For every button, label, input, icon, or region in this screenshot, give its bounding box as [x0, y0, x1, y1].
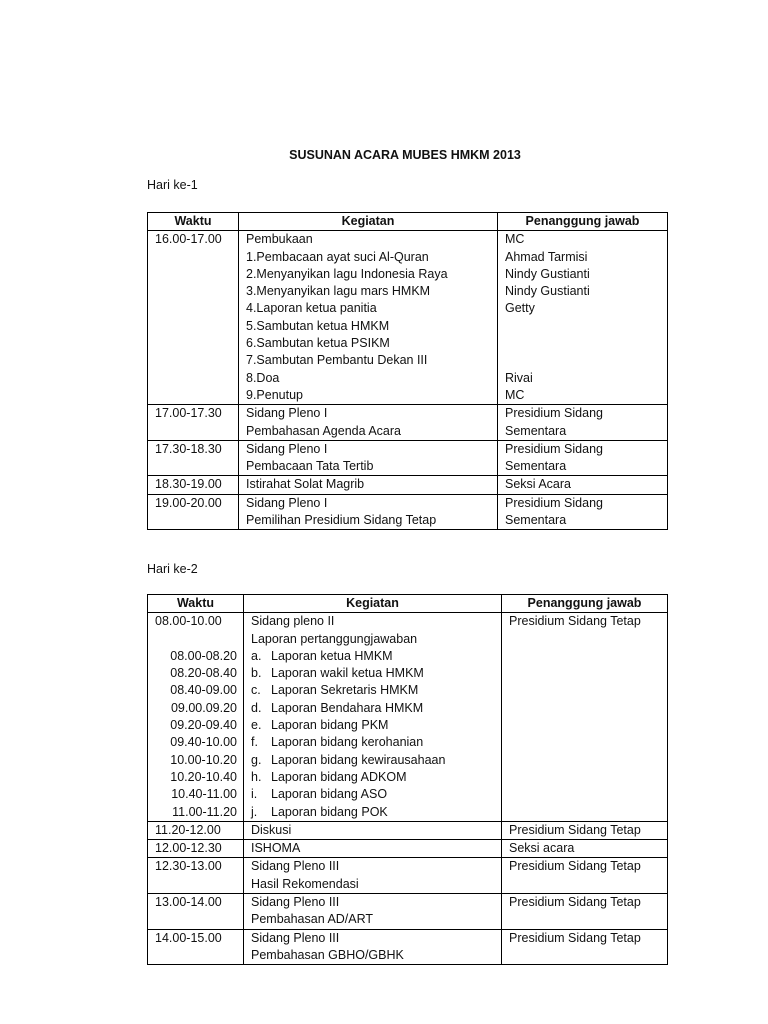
- list-marker: c.: [251, 683, 261, 698]
- person-text: Nindy Gustianti: [505, 284, 590, 299]
- waktu-cell: [148, 440, 239, 476]
- person-text: Sementara: [505, 423, 567, 438]
- sub-time-text: 11.00-11.20: [172, 804, 237, 819]
- penanggung-jawab-cell: [498, 231, 668, 405]
- header-row: [148, 213, 668, 231]
- activity-text: Sidang Pleno I: [246, 495, 328, 510]
- kegiatan-cell: [244, 894, 502, 930]
- column-header: Waktu: [148, 213, 239, 231]
- list-marker: f.: [251, 735, 258, 750]
- activity-text: Sidang Pleno III: [251, 859, 340, 874]
- person-text: [505, 352, 667, 369]
- activity-list-item: [251, 734, 501, 751]
- sub-time-text: 08.40-09.00: [170, 683, 237, 698]
- time-text: 17.30-18.30: [155, 441, 222, 456]
- list-text: Laporan bidang ASO: [271, 787, 388, 802]
- column-header: Kegiatan: [244, 595, 502, 613]
- spacer: [155, 631, 243, 648]
- person-text: Seksi Acara: [505, 477, 572, 492]
- kegiatan-cell: [244, 929, 502, 965]
- activity-text: Sidang Pleno III: [251, 895, 340, 910]
- activity-text: 5.Sambutan ketua HMKM: [246, 318, 390, 333]
- list-text: Laporan Bendahara HMKM: [271, 700, 424, 715]
- person-text: Presidium Sidang: [505, 495, 603, 510]
- person-text: Presidium Sidang Tetap: [509, 859, 641, 874]
- list-marker: i.: [251, 787, 258, 802]
- person-text: Presidium Sidang Tetap: [509, 822, 641, 837]
- penanggung-jawab-cell: [498, 405, 668, 441]
- column-header: Penanggung jawab: [498, 213, 668, 231]
- list-text: Laporan ketua HMKM: [271, 648, 393, 663]
- person-text: Presidium Sidang Tetap: [509, 614, 641, 629]
- person-text: Presidium Sidang: [505, 441, 603, 456]
- time-text: 19.00-20.00: [155, 495, 222, 510]
- table-row: [148, 858, 668, 894]
- time-text: 12.30-13.00: [155, 859, 222, 874]
- kegiatan-cell: [244, 613, 502, 822]
- person-text: MC: [505, 387, 525, 402]
- penanggung-jawab-cell: [502, 929, 668, 965]
- sub-time-text: 10.00-10.20: [170, 752, 237, 767]
- kegiatan-cell: [239, 440, 498, 476]
- list-marker: a.: [251, 648, 262, 663]
- waktu-cell: [148, 613, 244, 822]
- person-text: Rivai: [505, 370, 533, 385]
- activity-list-item: [251, 804, 501, 821]
- waktu-cell: [148, 929, 244, 965]
- sub-time-text: 09.40-10.00: [170, 735, 237, 750]
- penanggung-jawab-cell: [502, 858, 668, 894]
- header-row: [148, 595, 668, 613]
- waktu-cell: [148, 840, 244, 858]
- activity-text: Pembahasan AD/ART: [251, 912, 374, 927]
- activity-text: Sidang Pleno III: [251, 930, 340, 945]
- day-2-label: Hari ke-2: [147, 562, 198, 576]
- activity-text: Pembahasan Agenda Acara: [246, 423, 401, 438]
- sub-time-text: 08.00-08.20: [170, 648, 237, 663]
- activity-list-item: [251, 786, 501, 803]
- kegiatan-cell: [244, 821, 502, 839]
- person-text: Nindy Gustianti: [505, 266, 590, 281]
- activity-list-item: [251, 769, 501, 786]
- time-text: 14.00-15.00: [155, 930, 222, 945]
- activity-text: 8.Doa: [246, 370, 280, 385]
- list-marker: g.: [251, 752, 262, 767]
- sub-time-text: 08.20-08.40: [170, 666, 237, 681]
- activity-list-item: [251, 700, 501, 717]
- person-text: MC: [505, 232, 525, 247]
- activity-text: ISHOMA: [251, 841, 301, 856]
- person-text: Seksi acara: [509, 841, 575, 856]
- person-text: [505, 335, 667, 352]
- kegiatan-cell: [239, 405, 498, 441]
- day-2-schedule-table: [147, 594, 668, 965]
- sub-time-text: 10.20-10.40: [170, 769, 237, 784]
- activity-text: Pembukaan: [246, 232, 313, 247]
- list-text: Laporan bidang ADKOM: [271, 769, 407, 784]
- list-marker: h.: [251, 769, 262, 784]
- time-text: 18.30-19.00: [155, 477, 222, 492]
- time-text: 16.00-17.00: [155, 232, 222, 247]
- list-text: Laporan bidang POK: [271, 804, 388, 819]
- penanggung-jawab-cell: [502, 613, 668, 822]
- kegiatan-cell: [244, 840, 502, 858]
- activity-text: 6.Sambutan ketua PSIKM: [246, 336, 390, 351]
- activity-text: Pemilihan Presidium Sidang Tetap: [246, 513, 437, 528]
- list-text: Laporan wakil ketua HMKM: [271, 666, 424, 681]
- sub-time-text: 09.20-09.40: [170, 718, 237, 733]
- sub-time-text: 10.40-11.00: [171, 787, 237, 802]
- day-1-schedule-table: [147, 212, 668, 530]
- person-text: [505, 318, 667, 335]
- activity-list-item: [251, 752, 501, 769]
- activity-text: 4.Laporan ketua panitia: [246, 301, 377, 316]
- waktu-cell: [148, 476, 239, 494]
- penanggung-jawab-cell: [502, 840, 668, 858]
- day-1-label: Hari ke-1: [147, 178, 198, 192]
- time-text: 12.00-12.30: [155, 841, 222, 856]
- activity-text: Pembahasan GBHO/GBHK: [251, 947, 404, 962]
- activity-text: 7.Sambutan Pembantu Dekan III: [246, 353, 428, 368]
- kegiatan-cell: [244, 858, 502, 894]
- time-text: 13.00-14.00: [155, 895, 222, 910]
- list-marker: e.: [251, 718, 262, 733]
- waktu-cell: [148, 858, 244, 894]
- table-row: [148, 929, 668, 965]
- activity-text: Sidang pleno II: [251, 614, 335, 629]
- table-row: [148, 440, 668, 476]
- kegiatan-cell: [239, 494, 498, 530]
- person-text: Presidium Sidang Tetap: [509, 895, 641, 910]
- waktu-cell: [148, 894, 244, 930]
- activity-list-item: [251, 717, 501, 734]
- kegiatan-cell: [239, 476, 498, 494]
- person-text: Sementara: [505, 459, 567, 474]
- person-text: Getty: [505, 301, 535, 316]
- table-row: [148, 476, 668, 494]
- penanggung-jawab-cell: [498, 494, 668, 530]
- table-row: [148, 613, 668, 822]
- sub-time-text: 09.00.09.20: [170, 700, 237, 715]
- waktu-cell: [148, 231, 239, 405]
- activity-text: 2.Menyanyikan lagu Indonesia Raya: [246, 266, 448, 281]
- activity-text: Pembacaan Tata Tertib: [246, 459, 374, 474]
- penanggung-jawab-cell: [502, 821, 668, 839]
- time-text: 08.00-10.00: [155, 614, 222, 629]
- penanggung-jawab-cell: [502, 894, 668, 930]
- table-row: [148, 840, 668, 858]
- penanggung-jawab-cell: [498, 476, 668, 494]
- table-row: [148, 405, 668, 441]
- list-marker: d.: [251, 700, 262, 715]
- activity-text: 1.Pembacaan ayat suci Al-Quran: [246, 249, 429, 264]
- list-text: Laporan bidang kewirausahaan: [271, 752, 446, 767]
- table-row: [148, 894, 668, 930]
- column-header: Waktu: [148, 595, 244, 613]
- column-header: Penanggung jawab: [502, 595, 668, 613]
- activity-text: Sidang Pleno I: [246, 406, 328, 421]
- activity-text: Hasil Rekomendasi: [251, 876, 359, 891]
- activity-text: Sidang Pleno I: [246, 441, 328, 456]
- activity-text: 3.Menyanyikan lagu mars HMKM: [246, 284, 431, 299]
- activity-text: 9.Penutup: [246, 387, 303, 402]
- person-text: Presidium Sidang: [505, 406, 603, 421]
- time-text: 17.00-17.30: [155, 406, 222, 421]
- list-marker: j.: [251, 804, 258, 819]
- activity-text: Istirahat Solat Magrib: [246, 477, 365, 492]
- time-text: 11.20-12.00: [155, 822, 221, 837]
- kegiatan-cell: [239, 231, 498, 405]
- table-row: [148, 821, 668, 839]
- list-text: Laporan bidang PKM: [271, 718, 389, 733]
- penanggung-jawab-cell: [498, 440, 668, 476]
- person-text: Ahmad Tarmisi: [505, 249, 588, 264]
- list-text: Laporan bidang kerohanian: [271, 735, 424, 750]
- activity-text: Laporan pertanggungjawaban: [251, 631, 418, 646]
- document-title: SUSUNAN ACARA MUBES HMKM 2013: [289, 148, 521, 162]
- activity-list-item: [251, 665, 501, 682]
- list-marker: b.: [251, 666, 262, 681]
- person-text: Presidium Sidang Tetap: [509, 930, 641, 945]
- waktu-cell: [148, 405, 239, 441]
- list-text: Laporan Sekretaris HMKM: [271, 683, 419, 698]
- waktu-cell: [148, 821, 244, 839]
- person-text: Sementara: [505, 513, 567, 528]
- table-row: [148, 231, 668, 405]
- waktu-cell: [148, 494, 239, 530]
- table-row: [148, 494, 668, 530]
- column-header: Kegiatan: [239, 213, 498, 231]
- activity-text: Diskusi: [251, 822, 292, 837]
- activity-list-item: [251, 682, 501, 699]
- activity-list-item: [251, 648, 501, 665]
